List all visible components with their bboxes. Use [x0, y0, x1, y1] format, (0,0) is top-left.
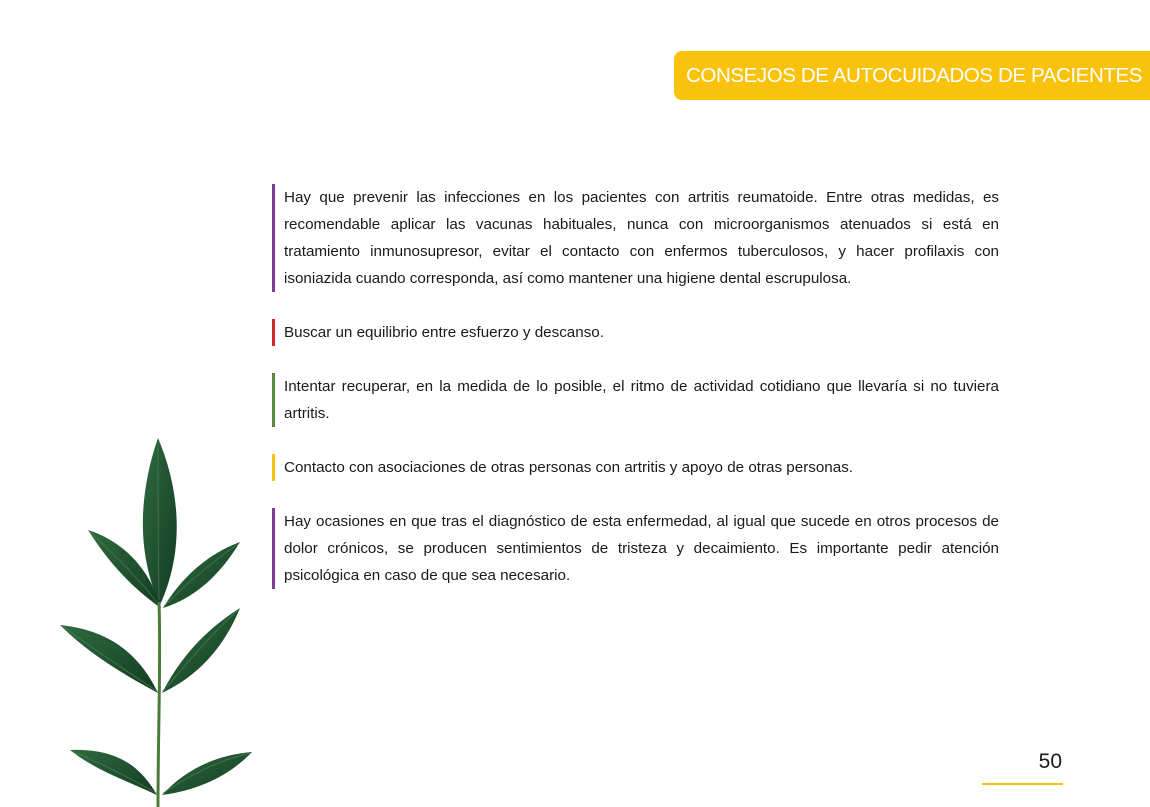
tip-item [272, 454, 999, 481]
tip-text: Hay ocasiones en que tras el diagnóstico de esta enfermedad, al igual que sucede en otros procesos de dolor crónicos, se producen sentimientos de tristeza y decaimiento. Es importante pedir atención psicológica en caso de que sea necesario. [284, 513, 999, 584]
page-number: 50 [1038, 750, 1062, 773]
page-title: CONSEJOS DE AUTOCUIDADOS DE PACIENTES [686, 63, 1143, 87]
tips-list [272, 184, 999, 616]
tip-item [272, 508, 999, 589]
tip-text: Hay que prevenir las infecciones en los pacientes con artritis reumatoide. Entre otras medidas, es recomendable aplicar las vacunas habituales, nunca con microorganismos atenuados si está en tratamiento inmunosupresor, evitar el contacto con enfermos tuberculosos, y hacer profilaxis con isoniazida cuando corresponda, así como mantener una higiene dental escrupulosa. [284, 189, 999, 287]
tip-text: Buscar un equilibrio entre esfuerzo y descanso. [284, 324, 604, 341]
tip-item [272, 319, 999, 346]
header-banner [674, 51, 1150, 100]
leaf-branch-icon [40, 430, 280, 807]
page-number-rule [982, 783, 1063, 785]
tip-text: Contacto con asociaciones de otras personas con artritis y apoyo de otras personas. [284, 459, 854, 476]
tip-item [272, 373, 999, 427]
tip-text: Intentar recuperar, en la medida de lo posible, el ritmo de actividad cotidiano que llevaría si no tuviera artritis. [284, 378, 999, 422]
tip-item [272, 184, 999, 292]
